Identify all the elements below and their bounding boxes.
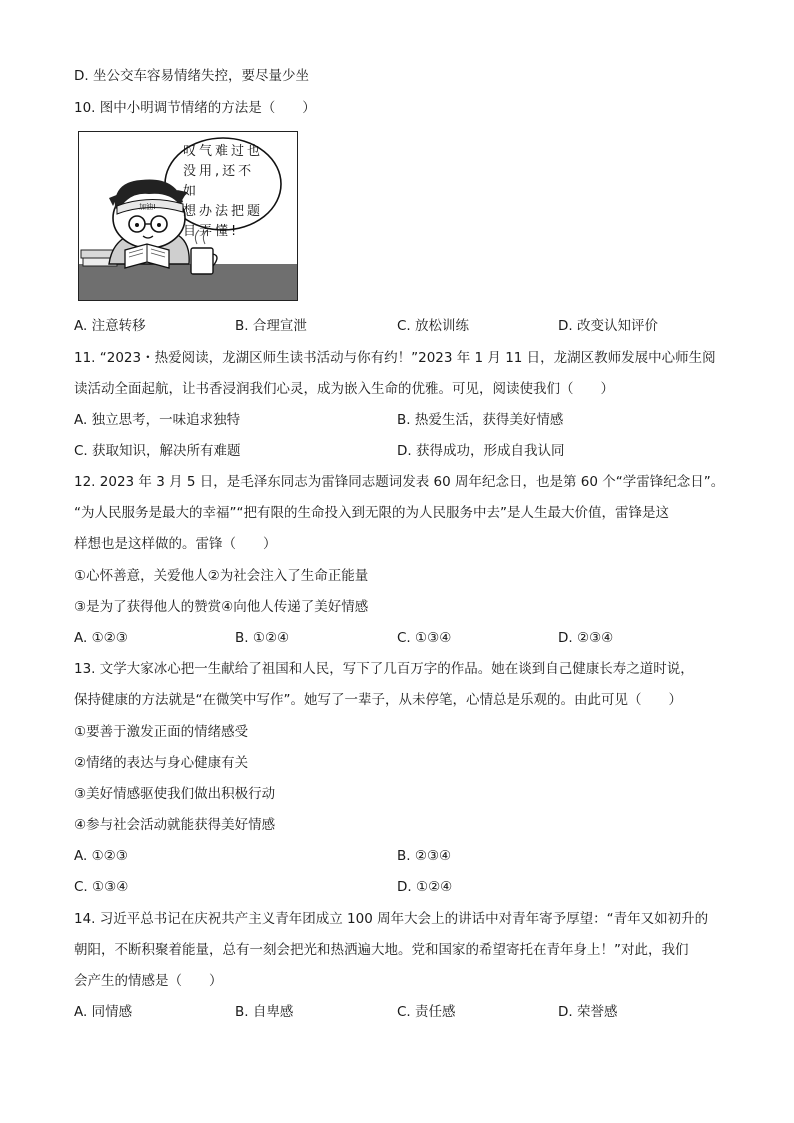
q13-item: ③美好情感驱使我们做出积极行动 bbox=[74, 786, 276, 802]
coffee-mug-icon bbox=[191, 248, 213, 274]
q13-option-c[interactable]: C. ①③④ bbox=[74, 879, 129, 895]
q13-stem-line: 13. 文学大家冰心把一生献给了祖国和人民，写下了几百万字的作品。她在谈到自己健康长寿之道时说， bbox=[74, 661, 694, 677]
q11-option-b[interactable]: B. 热爱生活，获得美好情感 bbox=[397, 412, 564, 428]
q12-option-a[interactable]: A. ①②③ bbox=[74, 630, 128, 646]
q13-option-a[interactable]: A. ①②③ bbox=[74, 848, 128, 864]
q13-option-b[interactable]: B. ②③④ bbox=[397, 848, 452, 864]
q12-option-c[interactable]: C. ①③④ bbox=[397, 630, 452, 646]
q10-stem: 10. 图中小明调节情绪的方法是（ ） bbox=[74, 100, 316, 116]
q11-option-d[interactable]: D. 获得成功，形成自我认同 bbox=[397, 443, 565, 459]
q14-option-b[interactable]: B. 自卑感 bbox=[235, 1004, 294, 1020]
q9-option-d: D. 坐公交车容易情绪失控，要尽量少坐 bbox=[74, 68, 309, 84]
speech-line: 目弄懂! bbox=[183, 224, 240, 239]
q14-stem-line: 朝阳，不断积聚着能量，总有一刻会把光和热洒遍大地。党和国家的希望寄托在青年身上！”对此，我们 bbox=[74, 942, 689, 958]
q12-item-line: ①心怀善意，关爱他人②为社会注入了生命正能量 bbox=[74, 568, 369, 584]
q10-option-d[interactable]: D. 改变认知评价 bbox=[558, 318, 658, 334]
speech-line: 没用,还不如 bbox=[183, 164, 255, 199]
q10-comic-image bbox=[78, 131, 298, 301]
q13-stem-line: 保持健康的方法就是“在微笑中写作”。她写了一辈子，从未停笔，心情总是乐观的。由此可见（ ） bbox=[74, 692, 682, 708]
q14-option-d[interactable]: D. 荣誉感 bbox=[558, 1004, 618, 1020]
q11-stem-line: 11. “2023・热爱阅读，龙湖区师生读书活动与你有约！”2023 年 1 月 11 日，龙湖区教师发展中心师生阅 bbox=[74, 350, 716, 366]
q12-option-d[interactable]: D. ②③④ bbox=[558, 630, 614, 646]
q12-stem-line: 12. 2023 年 3 月 5 日，是毛泽东同志为雷锋同志题词发表 60 周年纪念日，也是第 60 个“学雷锋纪念日”。 bbox=[74, 474, 725, 490]
q14-option-a[interactable]: A. 同情感 bbox=[74, 1004, 133, 1020]
speech-bubble-text bbox=[183, 142, 263, 242]
q10-option-a[interactable]: A. 注意转移 bbox=[74, 318, 146, 334]
q12-stem-line: 样想也是这样做的。雷锋（ ） bbox=[74, 536, 277, 552]
speech-line: 想办法把题 bbox=[183, 204, 264, 219]
q12-stem-line: “为人民服务是最大的幸福”“把有限的生命投入到无限的为人民服务中去”是人生最大价值，雷锋是这 bbox=[74, 505, 669, 521]
headband-label: 加油! bbox=[139, 203, 156, 211]
q12-option-b[interactable]: B. ①②④ bbox=[235, 630, 290, 646]
q14-stem-line: 14. 习近平总书记在庆祝共产主义青年团成立 100 周年大会上的讲话中对青年寄予厚望：“青年又如初升的 bbox=[74, 911, 709, 927]
q13-item: ①要善于激发正面的情绪感受 bbox=[74, 724, 249, 740]
q11-option-a[interactable]: A. 独立思考，一味追求独特 bbox=[74, 412, 241, 428]
comic-desk bbox=[79, 264, 297, 300]
q12-item-line: ③是为了获得他人的赞赏④向他人传递了美好情感 bbox=[74, 599, 369, 615]
q13-item: ②情绪的表达与身心健康有关 bbox=[74, 755, 249, 771]
q14-stem-line: 会产生的情感是（ ） bbox=[74, 973, 223, 989]
q11-option-c[interactable]: C. 获取知识，解决所有难题 bbox=[74, 443, 241, 459]
q13-option-d[interactable]: D. ①②④ bbox=[397, 879, 453, 895]
q14-option-c[interactable]: C. 责任感 bbox=[397, 1004, 456, 1020]
q10-option-b[interactable]: B. 合理宣泄 bbox=[235, 318, 307, 334]
speech-line: 叹气难过也 bbox=[183, 144, 264, 159]
q11-stem-line: 读活动全面起航，让书香浸润我们心灵，成为嵌入生命的优雅。可见，阅读使我们（ ） bbox=[74, 381, 614, 397]
q13-item: ④参与社会活动就能获得美好情感 bbox=[74, 817, 276, 833]
q10-option-c[interactable]: C. 放松训练 bbox=[397, 318, 470, 334]
